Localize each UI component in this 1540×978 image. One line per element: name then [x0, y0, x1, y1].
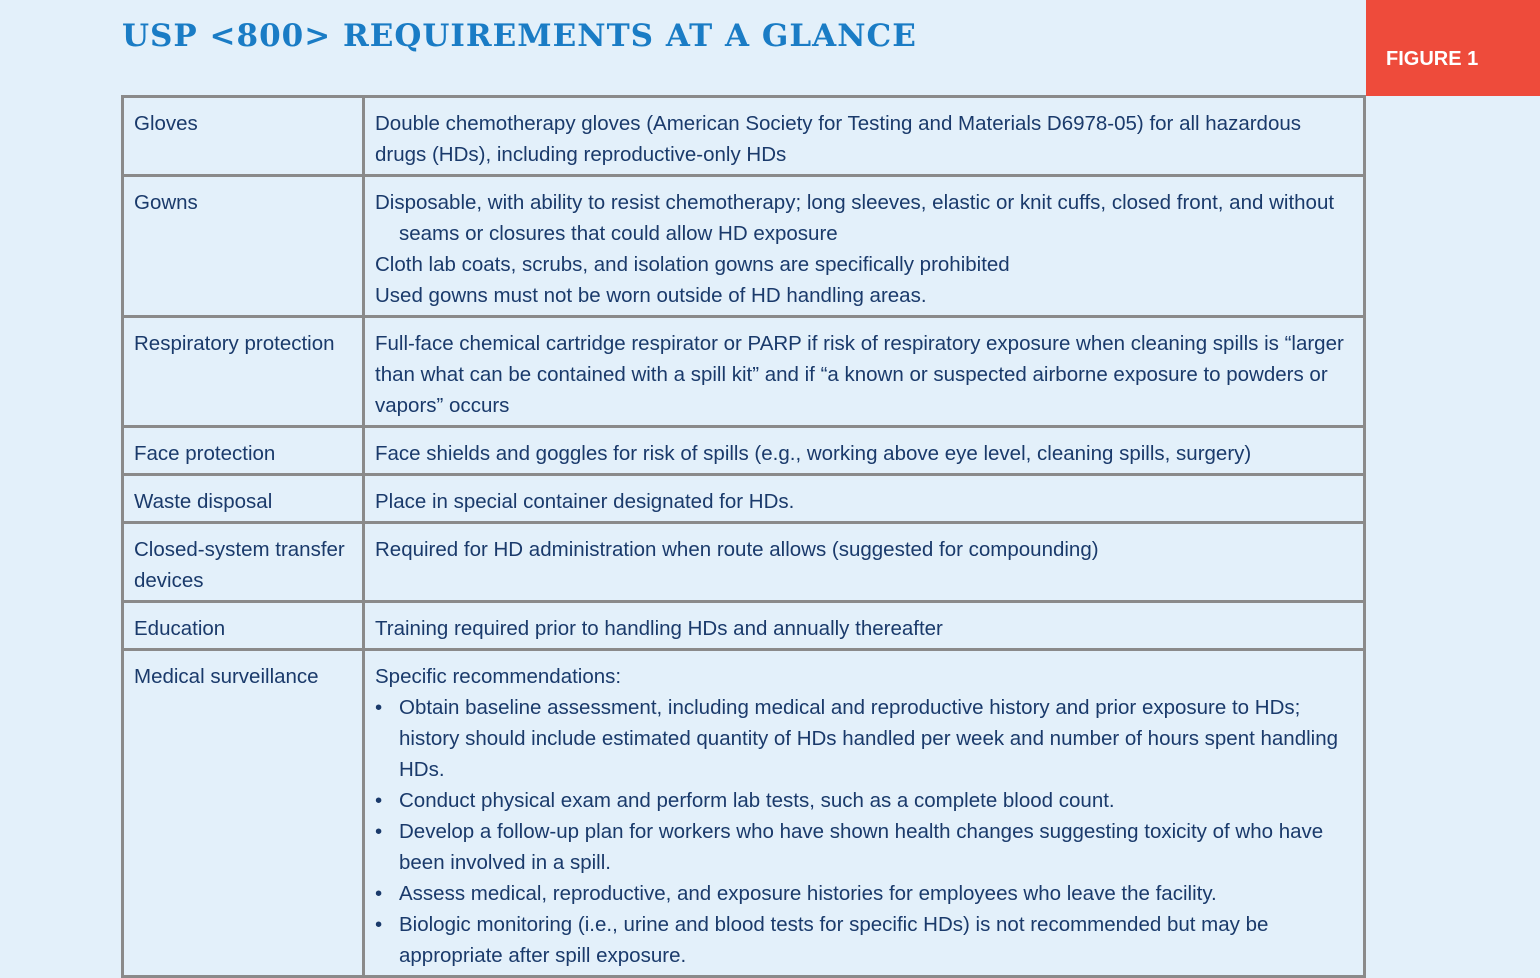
description-cell — [364, 650, 1365, 977]
requirements-table — [121, 95, 1366, 978]
category-cell: Gowns — [123, 176, 364, 317]
description-cell — [364, 317, 1365, 427]
table-row-respiratory-protection — [123, 317, 1365, 427]
bullet-icon: • — [375, 696, 383, 719]
description-line: Place in special container designated for HDs. — [375, 490, 795, 513]
description-line: Face shields and goggles for risk of spills (e.g., working above eye level, cleaning spills, surgery) — [375, 442, 1252, 465]
list-item-text: Obtain baseline assessment, including medical and reproductive history and prior exposure to HDs; history should include estimated quantity of HDs handled per week and number of hours spent handling HDs. — [399, 696, 1339, 781]
figure-label: FIGURE 1 — [1386, 48, 1479, 70]
list-item — [375, 816, 1353, 878]
description-cell — [364, 523, 1365, 602]
description-line: Training required prior to handling HDs and annually thereafter — [375, 617, 943, 640]
bullet-icon: • — [375, 882, 383, 905]
category-cell: Waste disposal — [123, 475, 364, 523]
description-line: Cloth lab coats, scrubs, and isolation gowns are specifically prohibited — [375, 253, 1010, 276]
description-line: Required for HD administration when route allows (suggested for compounding) — [375, 538, 1099, 561]
description-cell — [364, 97, 1365, 176]
description-cell — [364, 427, 1365, 475]
recommendations-list — [375, 692, 1353, 971]
table-row-gowns — [123, 176, 1365, 317]
category-cell: Face protection — [123, 427, 364, 475]
bullet-icon: • — [375, 913, 383, 936]
category-cell: Medical surveillance — [123, 650, 364, 977]
description-cell — [364, 602, 1365, 650]
description-cell — [364, 475, 1365, 523]
list-item — [375, 692, 1353, 785]
table-row-education — [123, 602, 1365, 650]
bullet-icon: • — [375, 820, 383, 843]
description-cell — [364, 176, 1365, 317]
category-cell: Respiratory protection — [123, 317, 364, 427]
table-row-waste-disposal — [123, 475, 1365, 523]
list-item-text: Biologic monitoring (i.e., urine and blood tests for specific HDs) is not recommended but may be appropriate after spill exposure. — [399, 913, 1269, 967]
table-row-medical-surveillance — [123, 650, 1365, 977]
page-title: USP <800> REQUIREMENTS AT A GLANCE — [122, 18, 917, 54]
description-line: Double chemotherapy gloves (American Society for Testing and Materials D6978-05) for all hazardous drugs (HDs), including reproductive-only HDs — [375, 112, 1302, 166]
category-cell: Education — [123, 602, 364, 650]
category-cell: Closed-system transfer devices — [123, 523, 364, 602]
category-cell: Gloves — [123, 97, 364, 176]
list-item-text: Assess medical, reproductive, and exposure histories for employees who leave the facility. — [399, 882, 1217, 905]
description-line: Used gowns must not be worn outside of HD handling areas. — [375, 284, 927, 307]
bullet-icon: • — [375, 789, 383, 812]
description-line: Full-face chemical cartridge respirator or PARP if risk of respiratory exposure when cleaning spills is “larger than what can be contained with a spill kit” and if “a known or suspected airborne exposure to powders or vapors” occurs — [375, 332, 1344, 417]
list-item — [375, 785, 1353, 816]
list-item-text: Develop a follow-up plan for workers who have shown health changes suggesting toxicity of who have been involved in a spill. — [399, 820, 1324, 874]
description-line: Disposable, with ability to resist chemotherapy; long sleeves, elastic or knit cuffs, closed front, and without seams or closures that could allow HD exposure — [375, 191, 1335, 245]
table-row-gloves — [123, 97, 1365, 176]
table-row-closed-system-transfer-devices — [123, 523, 1365, 602]
recommendations-intro: Specific recommendations: — [375, 665, 622, 688]
figure-label-badge — [1366, 0, 1540, 96]
table-row-face-protection — [123, 427, 1365, 475]
list-item-text: Conduct physical exam and perform lab tests, such as a complete blood count. — [399, 789, 1115, 812]
list-item — [375, 878, 1353, 909]
list-item — [375, 909, 1353, 971]
